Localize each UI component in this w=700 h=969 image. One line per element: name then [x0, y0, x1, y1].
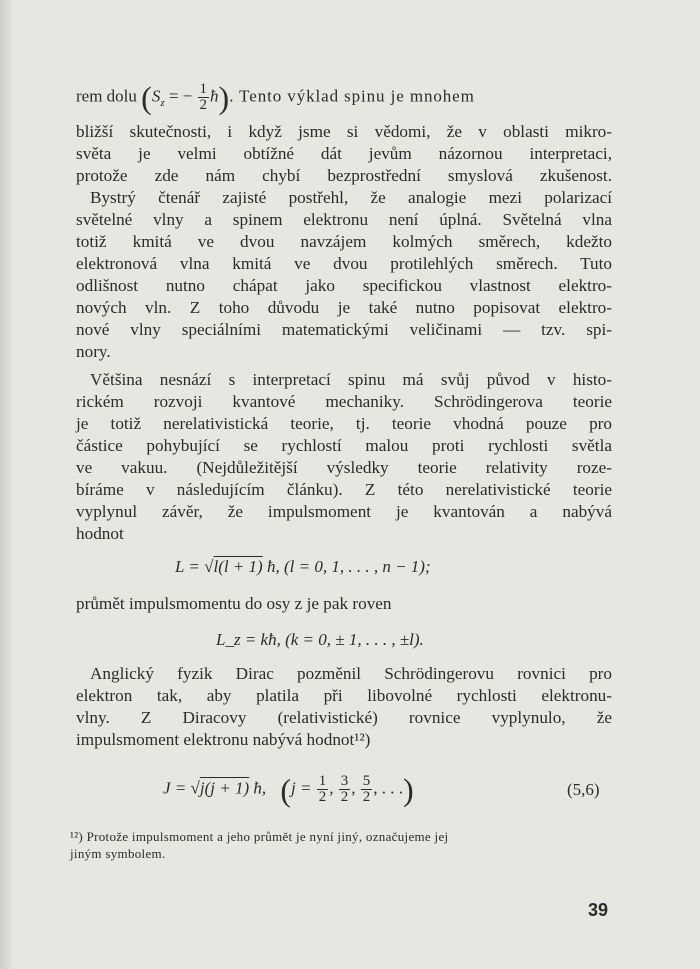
frac-denominator: 2	[199, 97, 208, 113]
paragraph-3-line: bíráme v následujícím článku). Z této nerelativistické teorie	[76, 480, 612, 499]
page-binding-edge	[0, 0, 14, 969]
paragraph-2-line: elektronová vlna kmitá ve dvou protilehlých směrech. Tuto	[76, 254, 612, 273]
formula-l-root: l(l + 1)	[213, 557, 263, 576]
fraction-five-halves	[361, 774, 373, 805]
paragraph-2-line: nových vln. Z toho důvodu je také nutno popisovat elektro-	[76, 298, 612, 317]
paragraph-2-line: odlišnost nutno chápat jako specifickou vlastnost elektro-	[76, 276, 612, 295]
paragraph-3-line: ve vakuu. (Nejdůležitější výsledky teorie relativity roze-	[76, 458, 612, 477]
formula-j-hbar: ħ,	[249, 778, 267, 798]
body-line: protože zde nám chybí bezprostřední smyslová zkušenost.	[76, 166, 612, 185]
formula-j-lhs: J =	[163, 778, 191, 798]
frac-den: 2	[362, 789, 371, 805]
paragraph-4-line: Anglický fyzik Dirac pozměnil Schrödingerovu rovnici pro	[90, 664, 612, 683]
footnote-line: jiným symbolem.	[70, 846, 166, 861]
paragraph-3-line: je totiž nerelativistická teorie, tj. teorie vhodná pouze pro	[76, 414, 612, 433]
frac-num: 1	[318, 773, 327, 789]
paragraph-2-line: Bystrý čtenář zajisté postřehl, že analogie mezi polarizací	[90, 188, 612, 207]
paren-close: )	[218, 79, 230, 116]
spin-subscript: z	[160, 96, 165, 109]
formula-l-lhs: L =	[175, 557, 205, 576]
formula-j-root: j(j + 1)	[199, 778, 250, 798]
j-paren-open: (	[280, 771, 292, 808]
frac-num: 5	[362, 773, 371, 789]
paragraph-3-line: částice pohybující se rychlostí malou proti rychlosti světla	[76, 436, 612, 455]
j-paren-close: )	[402, 771, 414, 808]
frac-den: 2	[340, 789, 349, 805]
j-tail: , . . .	[373, 778, 403, 798]
formula-l: L = √l(l + 1) ħ, (l = 0, 1, . . . , n − 1);	[175, 557, 431, 576]
footnote-line: ¹²) Protože impulsmoment a jeho průmět je nyní jiný, označujeme jej	[70, 829, 449, 844]
paragraph-3-line: hodnot	[76, 524, 124, 543]
fraction-one-half	[317, 774, 329, 805]
spin-symbol: S	[151, 86, 161, 106]
equation-number: (5,6)	[567, 780, 600, 799]
formula-j: J = √j(j + 1) ħ, (j = $\frac{1}{2}$ , $\frac{3}{2}$ , $\frac{5}{2}$ , . . .)	[163, 771, 414, 808]
paragraph-2-line: nové vlny speciálními matematickými veličinami — tzv. spi-	[76, 320, 612, 339]
paragraph-2-line: totiž kmitá ve dvou navzájem kolmých směrech, kdežto	[76, 232, 612, 251]
paragraph-3-line: rickém rozvoji kvantové mechaniky. Schrödingerova teorie	[76, 392, 612, 411]
paragraph-2-line: světelné vlny a spinem elektronu není úplná. Světelná vlna	[76, 210, 612, 229]
body-line: světa je velmi obtížné dát jevům názornou interpretaci,	[76, 144, 612, 163]
projection-line: průmět impulsmomentu do osy z je pak roven	[76, 594, 392, 613]
paragraph-3-line: Většina nesnází s interpretací spinu má svůj původ v histo-	[90, 370, 612, 389]
fraction-three-halves	[339, 774, 351, 805]
paragraph-4-line: vlny. Z Diracovy (relativistické) rovnice vyplynulo, že	[76, 708, 612, 727]
frac-num: 3	[340, 773, 349, 789]
paragraph-4-line: impulsmoment elektronu nabývá hodnot¹²)	[76, 730, 371, 749]
hbar-symbol: ħ	[210, 86, 219, 106]
paren-open: (	[141, 79, 152, 116]
first-line-suffix: . Tento výklad spinu je mnohem	[229, 86, 475, 106]
paragraph-3-line: vyplynul závěr, že impulsmoment je kvantován a nabývá	[76, 502, 612, 521]
half-fraction	[198, 82, 210, 113]
first-line-prefix: rem dolu	[76, 86, 137, 106]
body-line: bližší skutečnosti, i když jsme si vědomi, že v oblasti mikro-	[76, 122, 612, 141]
page-number: 39	[588, 900, 609, 920]
formula-lz: L_z = kħ, (k = 0, ± 1, . . . , ±l).	[216, 630, 424, 649]
paragraph-2-line: nory.	[76, 342, 111, 361]
first-line	[76, 79, 475, 116]
paragraph-4-line: elektron tak, aby platila při libovolné rychlosti elektronu-	[76, 686, 612, 705]
j-equals: j =	[291, 778, 312, 798]
spin-equals: = −	[168, 86, 193, 106]
frac-numerator: 1	[199, 81, 208, 97]
frac-den: 2	[318, 789, 327, 805]
formula-l-rest: ħ, (l = 0, 1, . . . , n − 1);	[262, 557, 431, 576]
